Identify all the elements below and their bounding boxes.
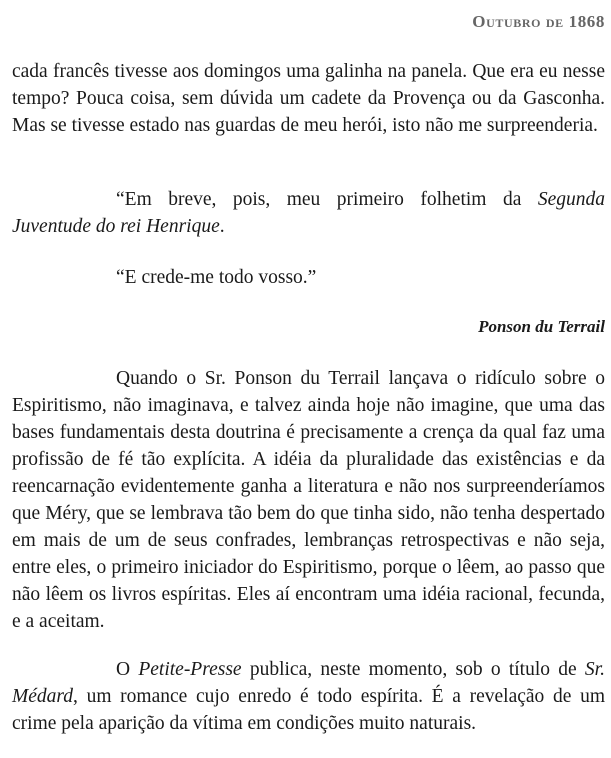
paragraph-quote-1 xyxy=(12,186,605,240)
quote-text: “Em breve, pois, meu primeiro folhetim da xyxy=(116,189,538,210)
paragraph-final xyxy=(12,656,605,737)
work-title: Segunda Juventude do rei Henrique xyxy=(12,189,605,237)
text-span: publica, neste momento, sob o título de xyxy=(241,659,585,680)
signature: Ponson du Terrail xyxy=(478,317,605,336)
running-head: Outubro de 1868 xyxy=(472,12,605,31)
newspaper-title: Petite-Presse xyxy=(138,659,242,680)
paragraph-quote-2: “E crede-me todo vosso.” xyxy=(116,267,317,288)
quote-end: . xyxy=(219,216,225,237)
novel-title: Sr. Médard xyxy=(12,659,605,707)
text-span: , um romance cujo enredo é todo espírita. É a revelação de um crime pela aparição da vítima em condições muito naturais. xyxy=(12,686,605,734)
text-span: O xyxy=(116,659,139,680)
paragraph-continuation: cada francês tivesse aos domingos uma galinha na panela. Que era eu nesse tempo? Pouca coisa, sem dúvida um cadete da Provença ou da Gasconha. Mas se tivesse estado nas guardas de meu herói, isto não me surpreenderia. xyxy=(12,61,605,136)
paragraph-body: Quando o Sr. Ponson du Terrail lançava o ridículo sobre o Espiritismo, não imaginava, e talvez ainda hoje não imagine, que uma das bases fundamentais desta doutrina é precisamente a crença da qual faz uma profissão de fé tão explícita. A idéia da pluralidade das existências e da reencarnação evidentemente ganha a literatura e não nos surpreenderíamos que Méry, que se lembrava tão bem do que tinha sido, não tenha despertado em mais de um de seus confrades, lembranças retrospectivas e não seja, entre eles, o primeiro iniciador do Espiritismo, porque o lêem, ao passo que não lêem os livros espíritas. Eles aí encontram uma idéia racional, fecunda, e a aceitam. xyxy=(12,368,605,632)
